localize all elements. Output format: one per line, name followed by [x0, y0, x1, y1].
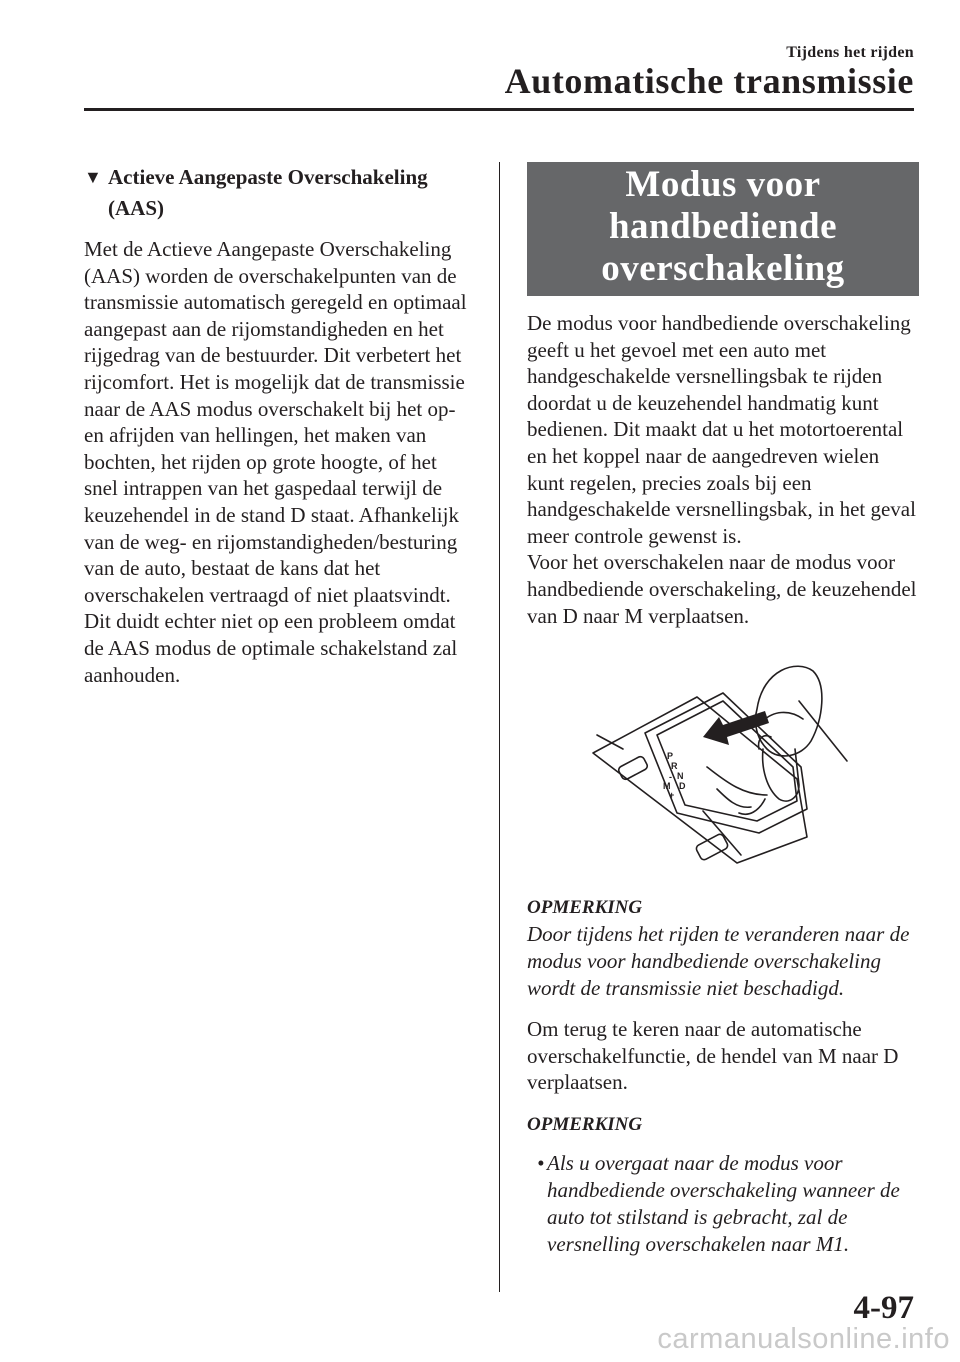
right-column [527, 162, 919, 1258]
section-heading [84, 162, 472, 224]
return-instruction: Om terug te keren naar de automatische overschakelfunctie, de hendel van M naar D verplaatsen. [527, 1017, 899, 1095]
manual-mode-intro: De modus voor handbediende overschakeling geeft u het gevoel met een auto met handgeschakelde versnellingsbak te rijden doordat u de keuzehendel handmatig kunt bedienen. Dit maakt dat u het motortoerental en het koppel naar de aangedreven wielen kunt regelen, precies zoals bij een handgeschakelde versnellingsbak, in het geval meer controle gewenst is. [527, 311, 916, 548]
gate-letter-r: R [671, 761, 678, 772]
banner-line-1: Modus voor handbediende [608, 164, 838, 247]
manual-mode-instruction: Voor het overschakelen naar de modus voor handbediende overschakeling, de keuzehendel van D naar M verplaatsen. [527, 550, 917, 628]
page-title: Automatische transmissie [504, 61, 914, 101]
note-bullet [527, 1150, 919, 1258]
gate-letter-m: M [663, 781, 671, 792]
note-text-1: Door tijdens het rijden te veranderen naar de modus voor handbediende overschakeling wordt de transmissie niet beschadigd. [527, 922, 910, 1001]
watermark: carmanualsonline.info [657, 1323, 950, 1355]
note-label-2: OPMERKING [527, 1113, 643, 1135]
gate-plus: + [669, 790, 675, 801]
note-label-1: OPMERKING [527, 897, 643, 919]
gate-letter-p: P [667, 751, 674, 762]
section-heading-text: Actieve Aangepaste Overschakeling (AAS) [108, 165, 428, 220]
aas-description: Met de Actieve Aangepaste Overschakeling (AAS) worden de overschakelpunten van de transmissie automatisch geregeld en optimaal aangepast aan de rijomstandigheden en het rijgedrag van de bestuurder. Dit verbetert het rijcomfort. Het is mogelijk dat de transmissie naar de AAS modus overschakelt bij het op- en afrijden van hellingen, het maken van bochten, het rijden op grote hoogte, of het snel intrappen van het gaspedaal terwijl de keuzehendel in de stand D staat. Afhankelijk van de weg- en rijomstandigheden/besturing van de auto, bestaat de kans dat het overschakelen vertraagd of niet plaatsvindt. Dit duidt echter niet op een probleem omdat de AAS modus de optimale schakelstand zal aanhouden. [84, 237, 467, 687]
column-divider [499, 162, 500, 1292]
bullet-icon: • [537, 1150, 545, 1175]
gate-letter-n: N [677, 771, 684, 782]
shift-lever-drawing [527, 649, 919, 869]
triangle-marker-icon: ▼ [84, 167, 102, 187]
note-bullet-text: Als u overgaat naar de modus voor handbediende overschakeling wanneer de auto tot stilstand is gebracht, zal de versnelling overschakelen naar M1. [547, 1150, 900, 1256]
header-rule [84, 108, 914, 111]
page-number: 4-97 [853, 1290, 914, 1326]
shift-lever-illustration [527, 649, 919, 869]
gate-minus: - [669, 772, 672, 783]
left-column [84, 162, 472, 688]
banner-line-2: overschakeling [601, 248, 845, 289]
section-banner [527, 162, 919, 296]
section-label: Tijdens het rijden [786, 44, 914, 61]
gate-letter-d: D [679, 781, 686, 792]
